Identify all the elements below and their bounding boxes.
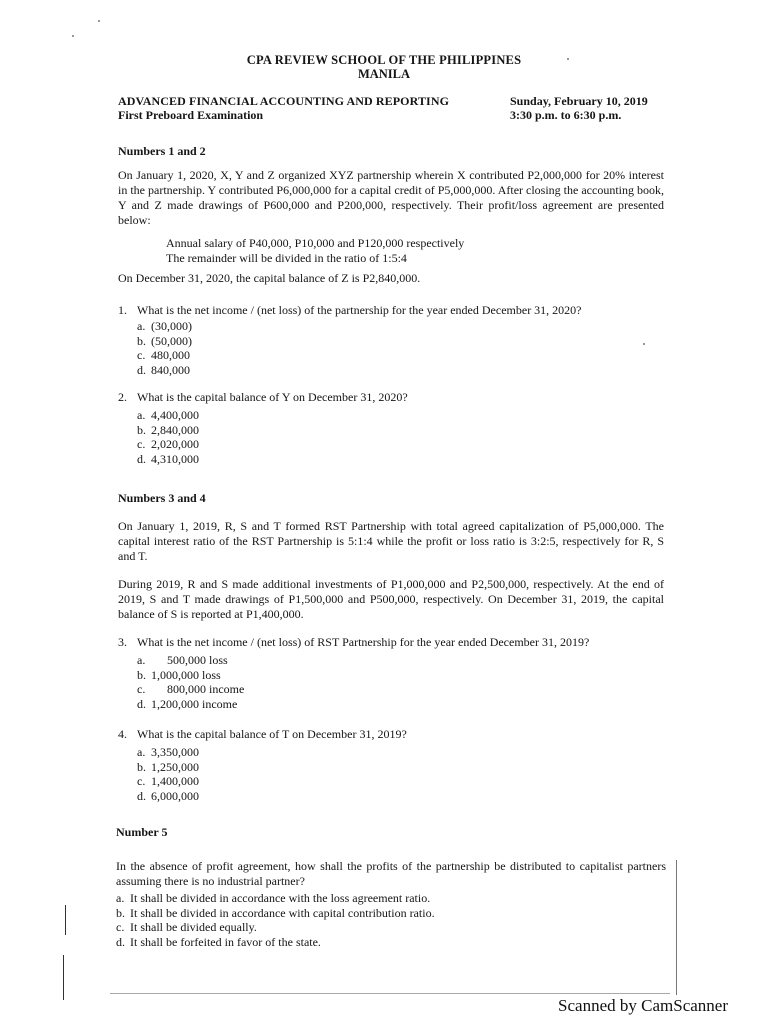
answer-option: a. 500,000 loss [137, 653, 228, 667]
scan-edge-line [110, 993, 670, 994]
answer-option: c. 480,000 [137, 348, 190, 362]
answer-option: b. (50,000) [137, 333, 192, 348]
answer-options [116, 891, 435, 949]
problem-note: On December 31, 2020, the capital balance of Z is P2,840,000. [118, 271, 421, 285]
subject-title: ADVANCED FINANCIAL ACCOUNTING AND REPORTING [118, 94, 450, 108]
answer-option: a. (30,000) [137, 319, 192, 333]
answer-options [137, 745, 199, 803]
answer-option: d. 840,000 [137, 362, 190, 377]
question-number: 4. [118, 727, 127, 741]
exam-date: Sunday, February 10, 2019 [510, 94, 648, 108]
scan-speck [72, 35, 74, 37]
answer-option: b. 1,250,000 [137, 759, 199, 774]
scan-edge-line [65, 905, 66, 935]
answer-option: b. 1,000,000 loss [137, 667, 221, 682]
agreement-line: The remainder will be divided in the ratio of 1:5:4 [166, 251, 407, 265]
section-title: Number 5 [116, 825, 168, 839]
problem-paragraph: During 2019, R and S made additional investments of P1,000,000 and P2,500,000, respectively. At the end of 2019, S and T made drawings of P1,500,000 and P500,000, respectively. On December 31, 2019, the capital balance of S is reported at P1,400,000. [118, 577, 664, 621]
school-city: MANILA [357, 67, 411, 81]
answer-option: c. 800,000 income [137, 682, 245, 696]
question-text: What is the net income / (net loss) of RST Partnership for the year ended December 31, 2019? [137, 635, 590, 649]
question-3 [118, 635, 589, 649]
question-text: What is the net income / (net loss) of the partnership for the year ended December 31, 2020? [137, 303, 582, 317]
answer-option: a. 4,400,000 [137, 408, 199, 422]
camscanner-watermark: Scanned by CamScanner [558, 996, 728, 1015]
scan-speck [643, 343, 645, 345]
question-number: 3. [118, 635, 127, 649]
school-name: CPA REVIEW SCHOOL OF THE PHILIPPINES [246, 53, 522, 67]
answer-option: c. 1,400,000 [137, 774, 199, 788]
section-title: Numbers 3 and 4 [118, 491, 206, 505]
answer-option: b. It shall be divided in accordance with capital contribution ratio. [116, 905, 435, 920]
answer-option: d. 1,200,000 income [137, 696, 238, 711]
scan-edge-line [63, 955, 64, 1000]
question-number: 2. [118, 390, 127, 404]
answer-option: d. 6,000,000 [137, 788, 199, 803]
scan-speck [98, 20, 100, 22]
answer-options [137, 319, 192, 377]
exam-time: 3:30 p.m. to 6:30 p.m. [510, 108, 622, 122]
question-2 [118, 390, 408, 404]
question-text: What is the capital balance of T on December 31, 2019? [137, 727, 407, 741]
answer-option: d. It shall be forfeited in favor of the state. [116, 934, 321, 949]
answer-option: a. It shall be divided in accordance with the loss agreement ratio. [116, 891, 431, 905]
answer-options [137, 408, 199, 466]
question-1 [118, 303, 582, 317]
answer-option: c. 2,020,000 [137, 437, 199, 451]
answer-option: d. 4,310,000 [137, 451, 199, 466]
answer-option: c. It shall be divided equally. [116, 920, 257, 934]
question-number: 1. [118, 303, 127, 317]
answer-options [137, 653, 244, 711]
question-text: What is the capital balance of Y on December 31, 2020? [137, 390, 408, 404]
problem-paragraph: In the absence of profit agreement, how shall the profits of the partnership be distributed to capitalist partners assuming there is no industrial partner? [116, 859, 666, 888]
scan-edge-line [676, 860, 677, 995]
agreement-line: Annual salary of P40,000, P10,000 and P120,000 respectively [166, 236, 465, 250]
problem-paragraph: On January 1, 2020, X, Y and Z organized XYZ partnership wherein X contributed P2,000,000 for 20% interest in the partnership. Y contributed P6,000,000 for a capital credit of P5,000,000. After closing the accounting book, Y and Z made drawings of P600,000 and P200,000, respectively. Their profit/loss agreement are presented below: [118, 168, 664, 227]
question-4 [118, 727, 407, 741]
section-title: Numbers 1 and 2 [118, 144, 206, 158]
answer-option: b. 2,840,000 [137, 422, 199, 437]
answer-option: a. 3,350,000 [137, 745, 199, 759]
problem-paragraph: On January 1, 2019, R, S and T formed RST Partnership with total agreed capitalization of P5,000,000. The capital interest ratio of the RST Partnership is 5:1:4 while the profit or loss ratio is 3:2:5, respectively for R, S and T. [118, 519, 664, 563]
exam-title: First Preboard Examination [118, 108, 264, 122]
